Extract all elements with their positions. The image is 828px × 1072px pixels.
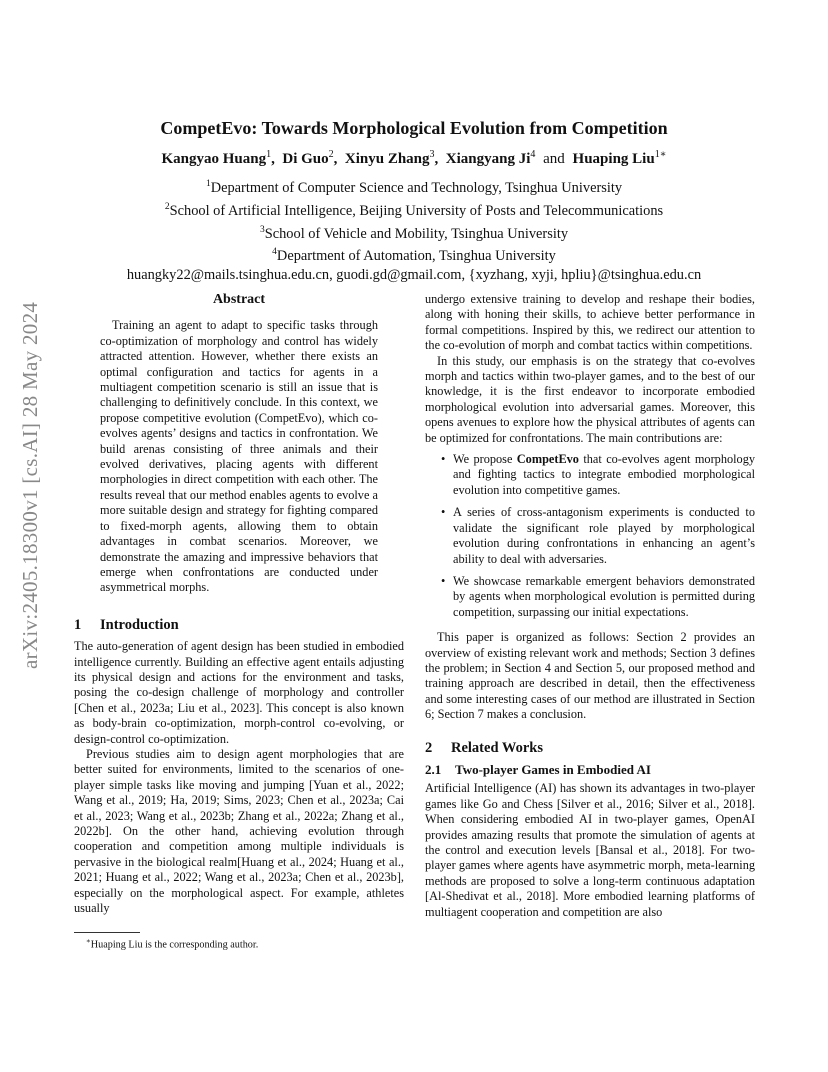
- right-column: [425, 292, 755, 920]
- affiliation-line: $^4$Department of Automation, Tsinghua University: [272, 247, 556, 265]
- bullet-icon: •: [441, 505, 446, 520]
- author-affil-mark: 3: [429, 149, 435, 160]
- bullet-icon: •: [441, 452, 446, 467]
- affiliation-line: $^2$School of Artificial Intelligence, Beijing University of Posts and Telecommunications: [164, 201, 664, 219]
- author-conjunction: and: [543, 151, 565, 167]
- author-name: Xiangyang Ji: [445, 151, 531, 167]
- intro-paragraph-1: The auto-generation of agent design has been studied in embodied intelligence currently. Building an effective agent entails adjusting its physical design and actions for the environment and tasks, posing the co-design challenge of morphology and controller [Chen et al., 2023a; Liu et al., 2023]. This concept is also known as body-brain co-optimization, morph-control co-evolving, or design-control co-optimization.: [74, 639, 404, 746]
- author-affil-mark: 2: [328, 149, 334, 160]
- right-paragraph-2: In this study, our emphasis is on the strategy that co-evolves morph and tactics within two-player games, and to the best of our knowledge, it is the first endeavor to incorporate embodied morphological evolution into adversarial games. Moreover, this opens avenues to explore how the physical attributes of agents can be optimized for confrontations. The main contributions are:: [425, 353, 755, 445]
- affiliation-line: $^3$School of Vehicle and Mobility, Tsinghua University: [259, 224, 569, 242]
- author-name: Xinyu Zhang: [344, 151, 430, 167]
- author-list: Kangyao Huang$^1$, Di Guo$^2$, Xinyu Zhang$^3$, Xiangyang Ji$^4$ and Huaping Liu$^{1∗}$: [161, 149, 667, 167]
- abstract-heading: Abstract: [212, 292, 266, 307]
- author-affil-mark: 1: [266, 149, 272, 160]
- left-column: [74, 292, 404, 916]
- subsection-heading-two-player-games: 2.1 Two-player Games in Embodied AI: [425, 761, 651, 777]
- section-heading-related-works: 2 Related Works: [425, 739, 543, 756]
- list-item: • We showcase remarkable emergent behaviors demonstrated by agents when morphological evolution is permitted during competition, surpassing our initial expectations.: [441, 573, 755, 619]
- author-name: Huaping Liu: [572, 151, 655, 167]
- affiliation-block: [74, 175, 754, 285]
- right-paragraph-3: This paper is organized as follows: Section 2 provides an overview of existing relevant work and methods; Section 3 defines the problem; in Section 4 and Section 5, our proposed method and training approach are described in detail, then the effectiveness and some interesting cases of our method are illustrated in Section 6; Section 7 makes a conclusion.: [425, 630, 755, 722]
- footnote: ∗Huaping Liu is the corresponding author.: [86, 937, 259, 951]
- affiliation-line: $^1$Department of Computer Science and Technology, Tsinghua University: [205, 179, 623, 196]
- footnote-rule: [74, 932, 140, 933]
- contributions-list: [441, 452, 755, 620]
- author-name: Di Guo: [282, 151, 329, 167]
- abstract-text: Training an agent to adapt to specific tasks through co-optimization of morphology and control has widely attracted attention. However, whether there exists an optimal configuration and tactics for agents in a multiagent competition scenario is still an issue that is challenging to definitively conclude. In this context, we propose competitive evolution (CompetEvo), which co-evolves agents’ designs and tactics in confrontation. We build arenas consisting of three animals and their evolved derivatives, placing agents with different morphologies in direct competition with each other. The results reveal that our method enables agents to evolve a more suitable design and strategy for fighting compared to fixed-morph agents, allowing them to obtain advantages in combat scenarios. Moreover, we demonstrate the amazing and impressive behaviors that emerge when confrontations are conducted under asymmetrical morphs.: [100, 318, 378, 595]
- section-heading-introduction: 1 Introduction: [74, 616, 179, 633]
- author-name: Kangyao Huang: [161, 151, 267, 167]
- list-item: • We propose CompetEvo that co-evolves agent morphology and fighting tactics to integrate embodied morphological evolution into competitive games.: [441, 452, 755, 497]
- author-affil-mark: 4: [530, 149, 536, 160]
- intro-paragraph-2: Previous studies aim to design agent morphologies that are better suited for environments, limited to the scenarios of one-player simple tasks like moving and jumping [Yuan et al., 2022; Wang et al., 2019; Ha, 2019; Sims, 2023; Chen et al., 2023a; Cai et al., 2023; Wang et al., 2023b; Zhang et al., 2022a; Zhang et al., 2022b]. On the other hand, achieving evolution through cooperation and competition among multiple individuals is pervasive in the biological realm[Huang et al., 2024; Huang et al., 2021; Huang et al., 2022; Wang et al., 2023a; Chen et al., 2023b], especially on the morphological aspect. For example, athletes usually: [74, 746, 404, 916]
- right-paragraph-4: Artificial Intelligence (AI) has shown its advantages in two-player games like Go and Chess [Silver et al., 2016; Silver et al., 2018]. When considering embodied AI in two-player games, OpenAI provides amazing results that promote the simulation of agents at the control and execution levels [Bansal et al., 2018]. For two-player games where agents have asymmetric morph, meta-learning methods are proposed to solve a long-term continuous adaptation [Al-Shedivat et al., 2018]. More embodied learning platforms of multiagent cooperation and competition are also: [425, 781, 755, 919]
- email-line[interactable]: huangky22@mails.tsinghua.edu.cn, guodi.gd@gmail.com, {xyzhang, xyji, hpliu}@tsinghua.edu.cn: [126, 267, 702, 284]
- paper-title: CompetEvo: Towards Morphological Evolution from Competition: [160, 118, 668, 138]
- list-item: • A series of cross-antagonism experiments is conducted to validate the significant role played by morphological evolution during confrontations in enhancing an agent’s ability to deal with adversaries.: [441, 505, 755, 566]
- bullet-icon: •: [441, 573, 446, 588]
- arxiv-identifier: arXiv:2405.18300v1 [cs.AI] 28 May 2024: [18, 301, 42, 669]
- author-affil-mark: 1∗: [654, 149, 667, 160]
- right-paragraph-1: undergo extensive training to develop and reshape their bodies, along with honing their skills, to achieve better performance in formal competitions. Inspired by this, we redirect our attention to the co-evolution of morph and combat tactics within competitions.: [425, 292, 755, 353]
